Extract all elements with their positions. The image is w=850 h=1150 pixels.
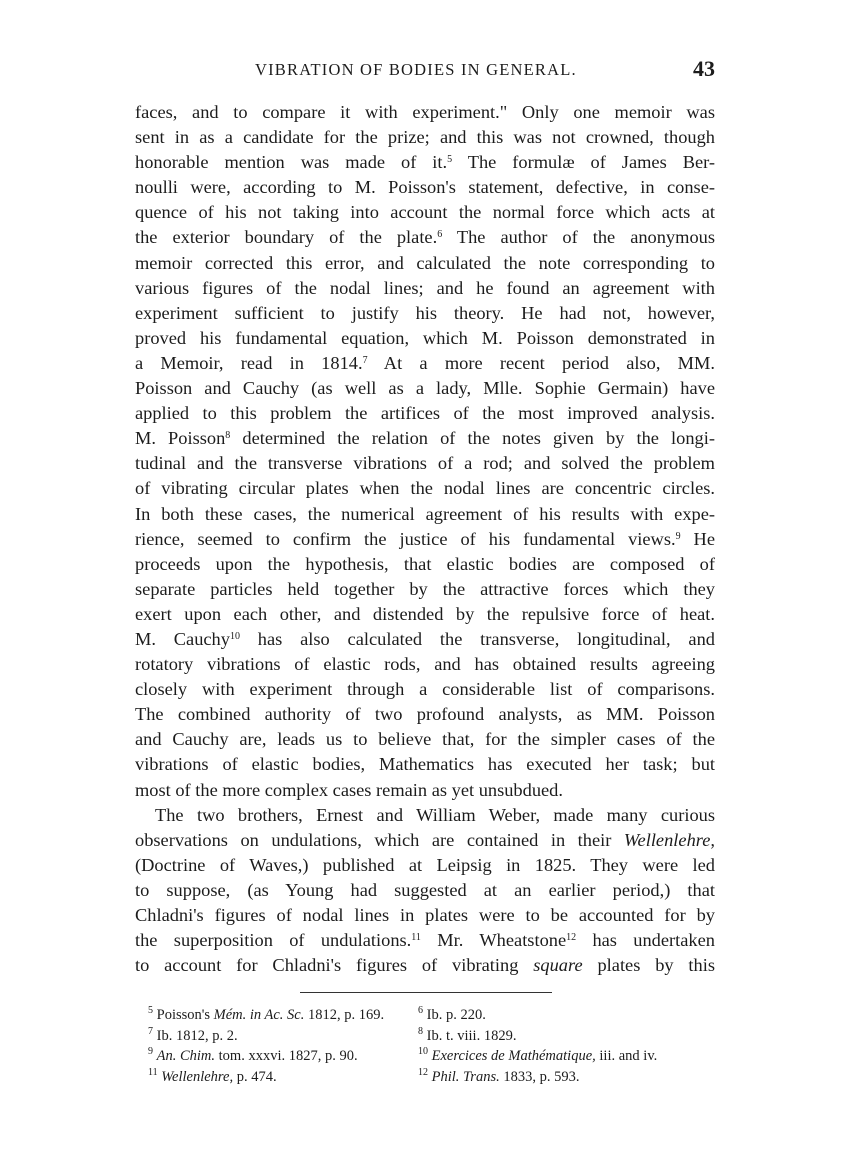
- paragraph-2: [135, 803, 715, 979]
- footnotes: [148, 1005, 728, 1087]
- text-line: various figures of the nodal lines; and he found an agreement with: [135, 277, 715, 298]
- text-line: the exterior boundary of the plate.$^6$ The author of the anonymous: [135, 227, 715, 248]
- text-line: the superposition of undulations.$^{11}$ Mr. Wheatstone$^{12}$ has undertaken: [135, 930, 715, 951]
- text-line: experiment sufficient to justify his theory. He had not, however,: [135, 302, 715, 323]
- text-line: and Cauchy are, leads us to believe that, for the simpler cases of the: [135, 729, 715, 750]
- footnote-divider: [300, 992, 552, 993]
- footnote-row: [148, 1026, 728, 1047]
- text-line: M. Poisson$^8$ determined the relation of the notes given by the longi-: [135, 428, 715, 449]
- text-line: tudinal and the transverse vibrations of a rod; and solved the problem: [135, 453, 715, 474]
- text-line: sent in as a candidate for the prize; and this was not crowned, though: [135, 127, 715, 148]
- text-line: separate particles held together by the attractive forces which they: [135, 578, 715, 599]
- footnote-9: $^9$ An. Chim. tom. xxxvi. 1827, p. 90.: [148, 1046, 358, 1064]
- text-line: noulli were, according to M. Poisson's statement, defective, in conse-: [135, 177, 715, 198]
- text-line: M. Cauchy$^{10}$ has also calculated the transverse, longitudinal, and: [135, 628, 715, 649]
- text-line: to suppose, (as Young had suggested at an earlier period,) that: [135, 879, 715, 900]
- body-text: [135, 100, 715, 978]
- footnote-7: $^7$ Ib. 1812, p. 2.: [148, 1025, 238, 1044]
- text-line: rience, seemed to confirm the justice of his fundamental views.$^9$ He: [135, 528, 715, 549]
- footnote-ref: 11: [411, 932, 421, 944]
- text-line: vibrations of elastic bodies, Mathematics has executed her task; but: [135, 754, 715, 775]
- page-number: 43: [693, 56, 715, 81]
- text-line: quence of his not taking into account the normal force which acts at: [135, 202, 715, 223]
- text-line: of vibrating circular plates when the nodal lines are concentric circles.: [135, 478, 715, 499]
- text-line: The two brothers, Ernest and William Weber, made many curious: [155, 804, 715, 825]
- footnote-5: $^5$ Poisson's Mém. in Ac. Sc. 1812, p. 169.: [148, 1005, 385, 1023]
- footnote-ref: 6: [437, 229, 443, 241]
- text-line: faces, and to compare it with experiment." Only one memoir was: [135, 102, 715, 122]
- text-line: rotatory vibrations of elastic rods, and has obtained results agreeing: [135, 654, 715, 675]
- footnote-8: $^8$ Ib. t. viii. 1829.: [418, 1025, 517, 1044]
- running-head: VIBRATION OF BODIES IN GENERAL.: [255, 60, 577, 79]
- footnote-ref: 10: [229, 630, 240, 642]
- text-line: proceeds upon the hypothesis, that elastic bodies are composed of: [135, 553, 715, 574]
- text-line: honorable mention was made of it.$^5$ The formulæ of James Ber-: [135, 152, 715, 173]
- text-line: observations on undulations, which are contained in their Wellenlehre,: [135, 829, 715, 850]
- footnote-12: $^{12}$ Phil. Trans. 1833, p. 593.: [418, 1066, 580, 1085]
- footnote-ref: 12: [566, 932, 577, 944]
- text-line: proved his fundamental equation, which M. Poisson demonstrated in: [135, 327, 715, 348]
- footnote-11: $^{11}$ Wellenlehre, p. 474.: [148, 1066, 277, 1085]
- text-line: applied to this problem the artifices of the most improved analysis.: [135, 403, 715, 424]
- text-line: Chladni's figures of nodal lines in plates were to be accounted for by: [135, 905, 715, 925]
- footnote-row: [148, 1046, 728, 1067]
- text-line: a Memoir, read in 1814.$^7$ At a more recent period also, MM.: [135, 352, 715, 373]
- text-line: memoir corrected this error, and calculated the note corresponding to: [135, 252, 715, 273]
- footnote-row: [148, 1067, 728, 1088]
- footnote-ref: 9: [675, 530, 681, 542]
- text-line: The combined authority of two profound analysts, as MM. Poisson: [135, 704, 715, 725]
- footnote-ref: 7: [362, 354, 368, 366]
- text-line: to account for Chladni's figures of vibrating square plates by this: [135, 955, 715, 976]
- text-line: most of the more complex cases remain as yet unsubdued.: [135, 779, 563, 800]
- footnote-10: $^{10}$ Exercices de Mathématique, iii. and iv.: [418, 1046, 658, 1064]
- footnote-ref: 8: [225, 430, 231, 442]
- text-line: (Doctrine of Waves,) published at Leipsig in 1825. They were led: [135, 854, 715, 875]
- text-line: In both these cases, the numerical agreement of his results with expe-: [135, 503, 715, 524]
- footnote-row: [148, 1005, 728, 1026]
- text-line: exert upon each other, and distended by the repulsive force of heat.: [135, 603, 715, 624]
- text-line: closely with experiment through a considerable list of comparisons.: [135, 679, 715, 700]
- footnote-6: $^6$ Ib. p. 220.: [418, 1005, 486, 1023]
- text-line: Poisson and Cauchy (as well as a lady, Mlle. Sophie Germain) have: [135, 378, 715, 399]
- footnote-ref: 5: [447, 154, 453, 166]
- paragraph-1: [135, 100, 715, 803]
- page-header: [135, 56, 715, 86]
